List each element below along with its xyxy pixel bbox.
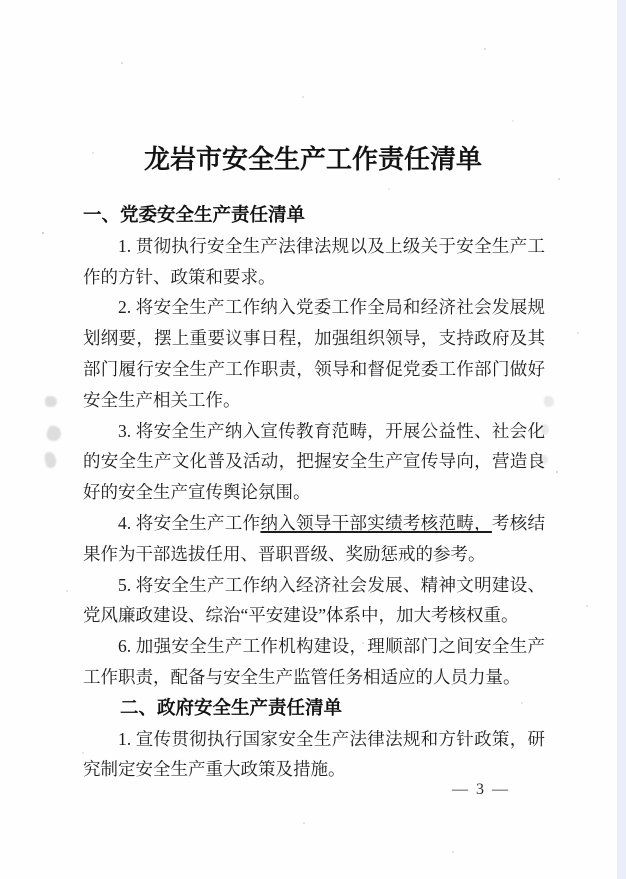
text-line: [83, 724, 545, 755]
text-segment: 部门履行安全生产工作职责，领导和督促党委工作部门做好: [83, 358, 545, 379]
text-line: [83, 323, 545, 354]
text-segment: 1. 贯彻执行安全生产法律法规以及上级关于安全生产工: [118, 235, 545, 256]
text-segment: 5. 将安全生产工作纳入经济社会发展、精神文明建设、: [118, 574, 545, 595]
text-line: [83, 446, 545, 477]
text-line: [83, 508, 545, 539]
text-line: [83, 262, 545, 293]
margin-smudge: [44, 451, 58, 469]
text-line: [83, 570, 545, 601]
text-segment: 安全生产相关工作。: [83, 389, 241, 410]
section-heading: 一、党委安全生产责任清单: [83, 204, 306, 225]
page-number: — 3 —: [452, 781, 510, 798]
text-segment: 究制定安全生产重大政策及措施。: [83, 759, 346, 780]
document-body: [83, 200, 545, 785]
text-segment: 2. 将安全生产工作纳入党委工作全局和经济社会发展规: [118, 297, 545, 318]
text-segment: 1. 宣传贯彻执行国家安全生产法律法规和方针政策，研: [118, 728, 545, 749]
text-segment: 果作为干部选拔任用、晋职晋级、奖励惩戒的参考。: [83, 543, 486, 564]
section-heading: 二、政府安全生产责任清单: [120, 696, 343, 718]
margin-smudge: [45, 396, 57, 407]
text-line: [83, 416, 545, 447]
text-line: [83, 385, 545, 416]
text-line: [83, 231, 545, 262]
underlined-phrase: 纳入领导干部实绩考核范畴，: [260, 512, 492, 533]
text-segment: 党风廉政建设、综治“平安建设”体系中，加大考核权重。: [83, 605, 519, 626]
text-segment: 工作职责，配备与安全生产监管任务相适应的人员力量。: [83, 666, 521, 687]
margin-smudge: [544, 396, 554, 407]
text-line: [83, 539, 545, 570]
text-line: [83, 600, 545, 631]
scanner-edge-strip: [617, 0, 626, 879]
text-segment: 的安全生产文化普及活动，把握安全生产宣传导向，营造良: [83, 451, 545, 472]
text-segment: 划纲要，摆上重要议事日程，加强组织领导，支持政府及其: [83, 328, 545, 349]
document-title: 龙岩市安全生产工作责任清单: [143, 145, 482, 174]
text-segment: 考核结: [491, 512, 545, 533]
text-segment: 好的安全生产宣传舆论氛围。: [83, 482, 311, 503]
margin-smudge: [45, 424, 62, 442]
scan-noise-speckles: [0, 0, 2, 2]
text-segment: 3. 将安全生产纳入宣传教育范畴，开展公益性、社会化: [118, 420, 545, 441]
text-line: [83, 631, 545, 662]
text-line: [83, 292, 545, 323]
text-segment: 作的方针、政策和要求。: [83, 266, 276, 287]
text-line: [83, 354, 545, 385]
text-line: [83, 662, 545, 693]
text-segment: 6. 加强安全生产工作机构建设，理顺部门之间安全生产: [118, 636, 545, 657]
text-line: [83, 477, 545, 508]
text-segment: 4. 将安全生产工作: [118, 512, 261, 533]
